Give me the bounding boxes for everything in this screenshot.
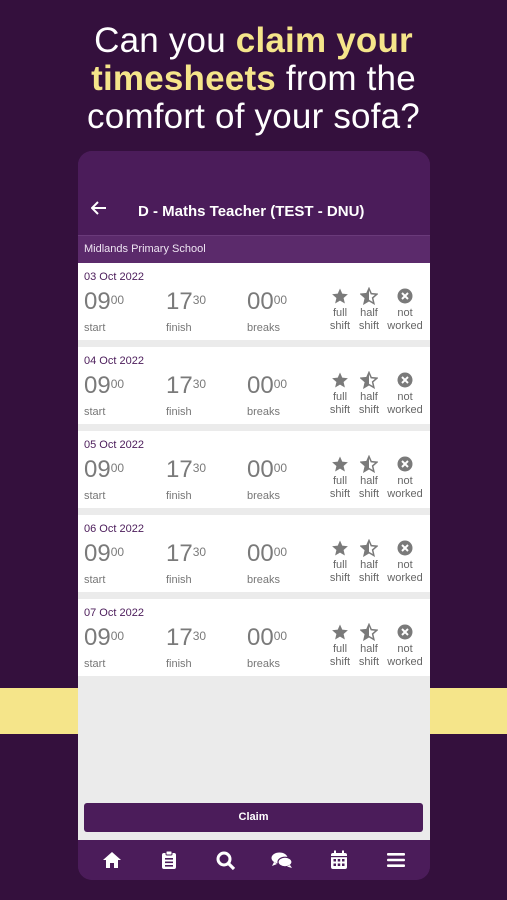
not-worked-option[interactable] [386,455,424,501]
option-label: shift [358,488,380,500]
star-icon [331,623,349,641]
breaks-time[interactable]: $00^{00}$ [247,372,288,399]
headline-text: Can you [94,21,236,60]
timesheet-entry [78,599,430,676]
option-label: shift [358,320,380,332]
start-time[interactable]: $09^{00}$ [84,456,125,483]
half-shift-option[interactable] [351,287,387,333]
start-label: start [84,322,106,334]
option-label: half [360,559,378,571]
star-icon [331,539,349,557]
nav-search[interactable] [206,840,246,880]
option-label: shift [329,572,351,584]
finish-time[interactable]: $17^{30}$ [166,372,207,399]
option-label: half [360,391,378,403]
option-label: half [360,307,378,319]
half-star-icon [360,287,378,305]
half-shift-option[interactable] [351,371,387,417]
nav-home[interactable] [92,840,132,880]
entry-date: 03 Oct 2022 [84,271,144,283]
option-label: shift [329,404,351,416]
bottom-nav [78,840,430,880]
close-circle-icon [396,287,414,305]
headline-text: comfort of your sofa? [87,97,420,136]
finish-label: finish [166,406,192,418]
option-label: not [397,643,413,655]
half-star-icon [360,455,378,473]
half-shift-option[interactable] [351,539,387,585]
finish-time[interactable]: $17^{30}$ [166,540,207,567]
not-worked-option[interactable] [386,287,424,333]
page-title: D - Maths Teacher (TEST - DNU) [138,203,365,220]
option-label: worked [387,404,423,416]
star-icon [331,455,349,473]
finish-time[interactable]: $17^{30}$ [166,624,207,651]
headline-highlight: claim your [235,21,413,60]
option-label: full [332,559,348,571]
option-label: full [332,391,348,403]
option-label: shift [358,656,380,668]
start-label: start [84,490,106,502]
option-label: shift [358,404,380,416]
option-label: half [360,643,378,655]
option-label: worked [387,488,423,500]
start-label: start [84,574,106,586]
option-label: shift [329,488,351,500]
option-label: worked [387,656,423,668]
breaks-time[interactable]: $00^{00}$ [247,624,288,651]
option-label: not [397,391,413,403]
close-circle-icon [396,539,414,557]
half-shift-option[interactable] [351,455,387,501]
option-label: worked [387,320,423,332]
option-label: half [360,475,378,487]
option-label: shift [329,320,351,332]
half-star-icon [360,539,378,557]
entry-date: 05 Oct 2022 [84,439,144,451]
calendar-icon [330,850,348,870]
finish-label: finish [166,490,192,502]
search-icon [216,851,235,870]
option-label: full [332,643,348,655]
breaks-label: breaks [247,406,281,418]
finish-label: finish [166,574,192,586]
close-circle-icon [396,371,414,389]
app-bar [78,151,430,235]
timesheet-entry [78,263,430,340]
option-label: not [397,307,413,319]
finish-time[interactable]: $17^{30}$ [166,288,207,315]
option-label: worked [387,572,423,584]
half-star-icon [360,371,378,389]
timesheet-entry [78,431,430,508]
not-worked-option[interactable] [386,539,424,585]
headline-highlight: timesheets [91,59,276,98]
half-shift-option[interactable] [351,623,387,669]
home-icon [102,851,122,869]
finish-label: finish [166,322,192,334]
start-label: start [84,658,106,670]
breaks-label: breaks [247,574,281,586]
nav-messages[interactable] [262,840,302,880]
phone-screen [78,151,430,880]
entry-date: 04 Oct 2022 [84,355,144,367]
timesheet-list [78,263,430,840]
breaks-time[interactable]: $00^{00}$ [247,540,288,567]
finish-time[interactable]: $17^{30}$ [166,456,207,483]
headline-text: from the [275,59,416,98]
headline [0,22,507,136]
back-button[interactable] [91,200,107,220]
option-label: full [332,475,348,487]
start-time[interactable]: $09^{00}$ [84,540,125,567]
nav-calendar[interactable] [319,840,359,880]
close-circle-icon [396,623,414,641]
half-star-icon [360,623,378,641]
breaks-label: breaks [247,322,281,334]
timesheet-entry [78,515,430,592]
breaks-time[interactable]: $00^{00}$ [247,456,288,483]
nav-timesheets[interactable] [149,840,189,880]
option-label: full [332,307,348,319]
option-label: shift [329,656,351,668]
start-time[interactable]: $09^{00}$ [84,372,125,399]
option-label: not [397,475,413,487]
start-time[interactable]: $09^{00}$ [84,288,125,315]
option-label: not [397,559,413,571]
nav-menu[interactable] [376,840,416,880]
breaks-time[interactable]: $00^{00}$ [247,288,288,315]
menu-icon [387,852,405,868]
star-icon [331,287,349,305]
entry-date: 07 Oct 2022 [84,607,144,619]
clipboard-icon [161,850,177,870]
close-circle-icon [396,455,414,473]
breaks-label: breaks [247,490,281,502]
entry-date: 06 Oct 2022 [84,523,144,535]
finish-label: finish [166,658,192,670]
option-label: shift [358,572,380,584]
not-worked-option[interactable] [386,623,424,669]
timesheet-entry [78,347,430,424]
star-icon [331,371,349,389]
claim-button[interactable]: Claim [84,803,423,832]
start-label: start [84,406,106,418]
arrow-left-icon [91,200,107,216]
start-time[interactable]: $09^{00}$ [84,624,125,651]
school-name: Midlands Primary School [78,235,430,263]
not-worked-option[interactable] [386,371,424,417]
breaks-label: breaks [247,658,281,670]
chat-icon [271,851,293,869]
